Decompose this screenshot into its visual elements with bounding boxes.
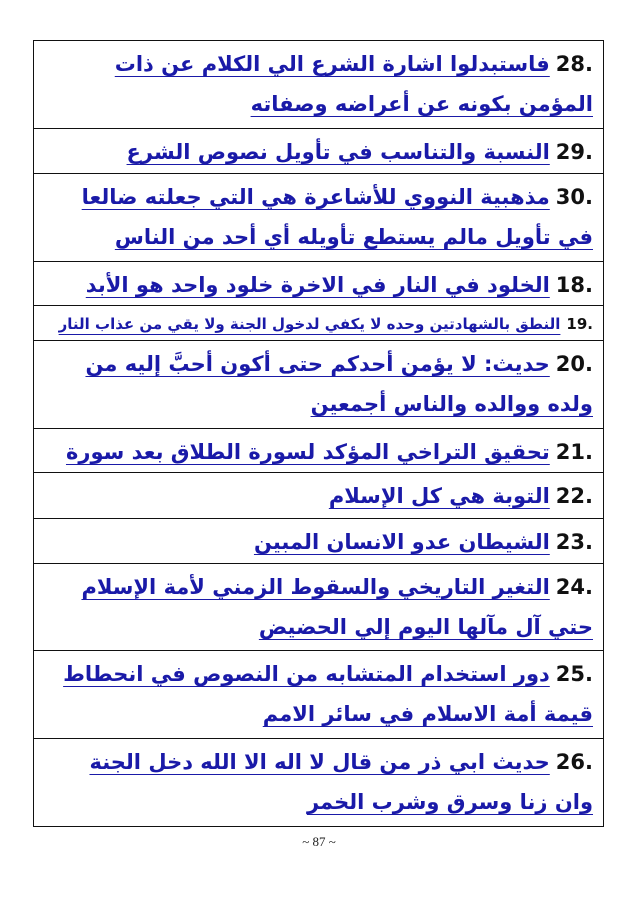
item-title: حديث: لا يؤمن أحدكم حتى أكون أحبَّ إليه من ولده ووالده والناس أجمعين [85,352,593,416]
item-title: فاستبدلوا اشارة الشرع الي الكلام عن ذات المؤمن بكونه عن أعراضه وصفاته [114,52,593,116]
item-number: 18. [555,273,593,297]
table-row [34,341,603,429]
table-row [34,519,603,564]
item-title: حديث ابي ذر من قال لا اله الا الله دخل الجنة وان زنا وسرق وشرب الخمر [89,750,593,814]
table-row [34,129,603,174]
table-row [34,262,603,306]
item-number: 29. [555,140,593,164]
item-number: 26. [555,750,593,774]
item-number: 24. [555,575,593,599]
item-title: النسبة والتناسب في تأويل نصوص الشرع [126,140,550,164]
item-title: مذهبية النووي للأشاعرة هي التي جعلته ضالعا في تأويل مالم يستطع تأويله أي أحد من الناس [81,185,593,249]
table-row [34,739,603,827]
topics-table [33,40,604,827]
table-row [34,564,603,651]
table-row [34,651,603,739]
item-number: 25. [555,662,593,686]
item-title: الشيطان عدو الانسان المبين [253,530,550,554]
item-title: التغير التاريخي والسقوط الزمني لأمة الإسلام حتي آل مآلها اليوم إلي الحضيض [81,575,593,639]
item-number: 30. [555,185,593,209]
table-row [34,473,603,519]
item-number: 19. [566,315,593,333]
table-row [34,306,603,341]
item-number: 21. [555,440,593,464]
item-number: 23. [555,530,593,554]
table-row [34,429,603,473]
page-number: ~ 87 ~ [302,834,336,849]
table-row [34,41,603,129]
table-row [34,174,603,262]
item-title: الخلود في النار في الاخرة خلود واحد هو الأبد [85,273,550,297]
item-number: 22. [555,484,593,508]
item-title: التوبة هي كل الإسلام [328,484,550,508]
item-title: دور استخدام المتشابه من النصوص في انحطاط قيمة أمة الاسلام في سائر الامم [63,662,593,726]
item-number: 28. [555,52,593,76]
item-title: النطق بالشهادتين وحده لا يكفي لدخول الجنة ولا يقي من عذاب النار [58,315,561,333]
item-title: تحقيق التراخي المؤكد لسورة الطلاق بعد سورة [65,440,550,464]
item-number: 20. [555,352,593,376]
